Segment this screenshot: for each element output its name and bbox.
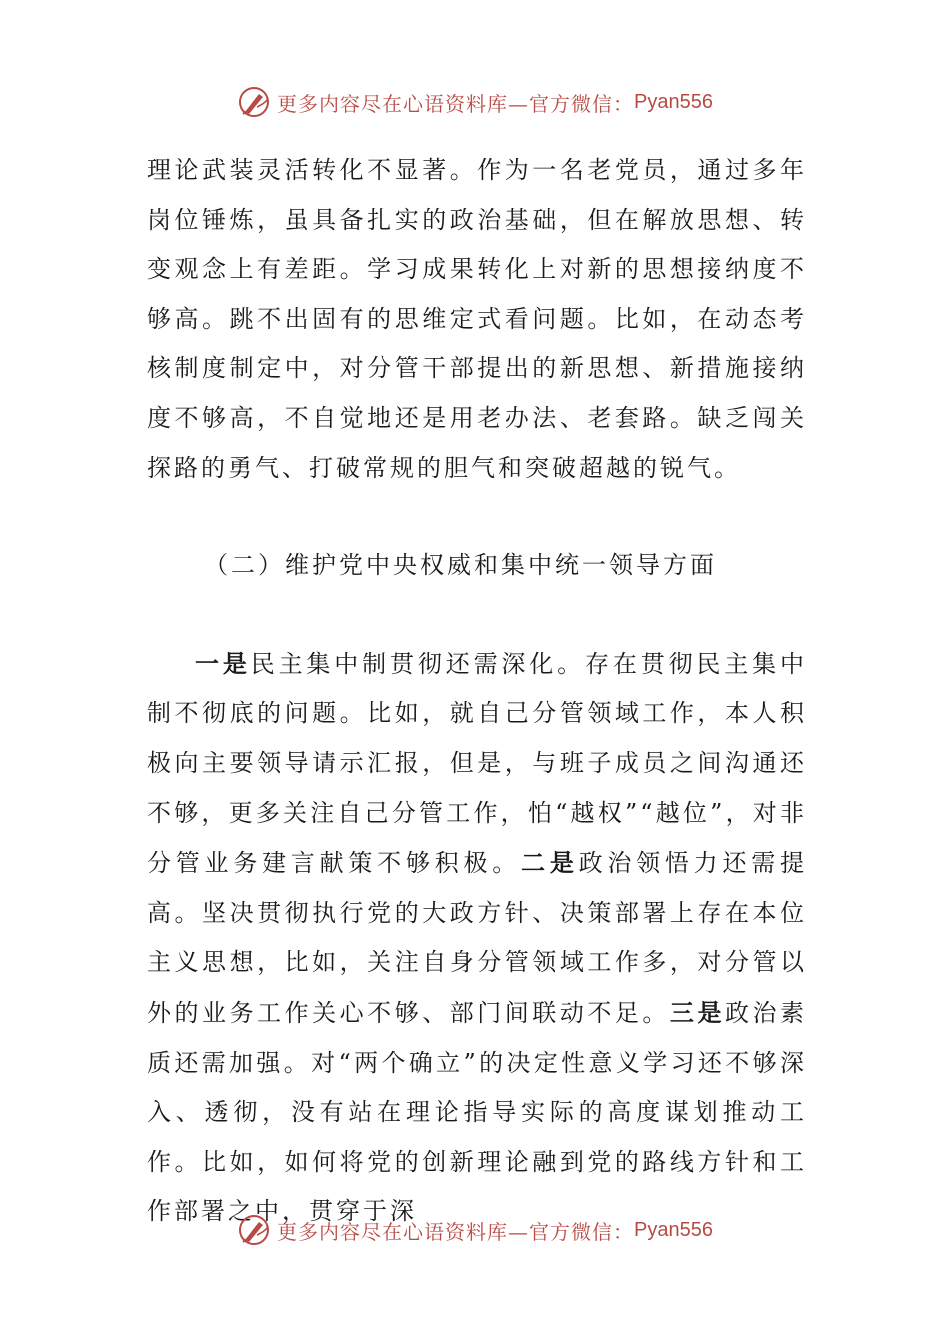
banner-site-text: 更多内容尽在心语资料库—官方微信： [277,91,635,116]
point-three-text: 政治素质还需加强。对“两个确立”的决定性意义学习还不够深入、透彻，没有站在理论指导实际的高度谋划推动工作。比如，如何将党的创新理论融到党的路线方针和工作部署之中，贯穿于深 [147,998,808,1226]
point-two-text: 政治领悟力还需提高。坚决贯彻执行党的大政方针、决策部署上存在本位主义思想，比如，关注自身分管领域工作多，对分管以外的业务工作关心不够、部门间联动不足。 [147,849,808,1027]
point-one-text: 民主集中制贯彻还需深化。存在贯彻民主集中制不彻底的问题。比如，就自己分管领域工作，本人积极向主要领导请示汇报，但是，与班子成员之间沟通还不够，更多关注自己分管工作，怕“越权”“越位”，对非分管业务建言献策不够积极。 [147,649,808,878]
section-heading: （二）维护党中央权威和集中统一领导方面 [204,551,717,580]
footer-banner [0,1208,950,1252]
banner-site-text: 更多内容尽在心语资料库—官方微信： [277,1219,635,1244]
section-body-paragraph [147,639,807,1237]
point-two-lead: 二是 [521,848,579,878]
point-three-lead: 三是 [669,997,725,1027]
banner-wechat-id: Pyan556 [634,1218,713,1241]
banner-wechat-id: Pyan556 [634,90,713,113]
document-body [147,146,807,1237]
header-banner [0,80,950,124]
point-one-lead: 一是 [195,648,251,678]
quill-pen-logo-icon [237,1213,271,1247]
quill-pen-logo-icon [237,85,271,119]
continued-paragraph: 理论武装灵活转化不显著。作为一名老党员，通过多年岗位锤炼，虽具备扎实的政治基础，但在解放思想、转变观念上有差距。学习成果转化上对新的思想接纳度不够高。跳不出固有的思维定式看问题。比如，在动态考核制度制定中，对分管干部提出的新思想、新措施接纳度不够高，不自觉地还是用老办法、老套路。缺乏闯关探路的勇气、打破常规的胆气和突破超越的锐气。 [147,156,807,482]
